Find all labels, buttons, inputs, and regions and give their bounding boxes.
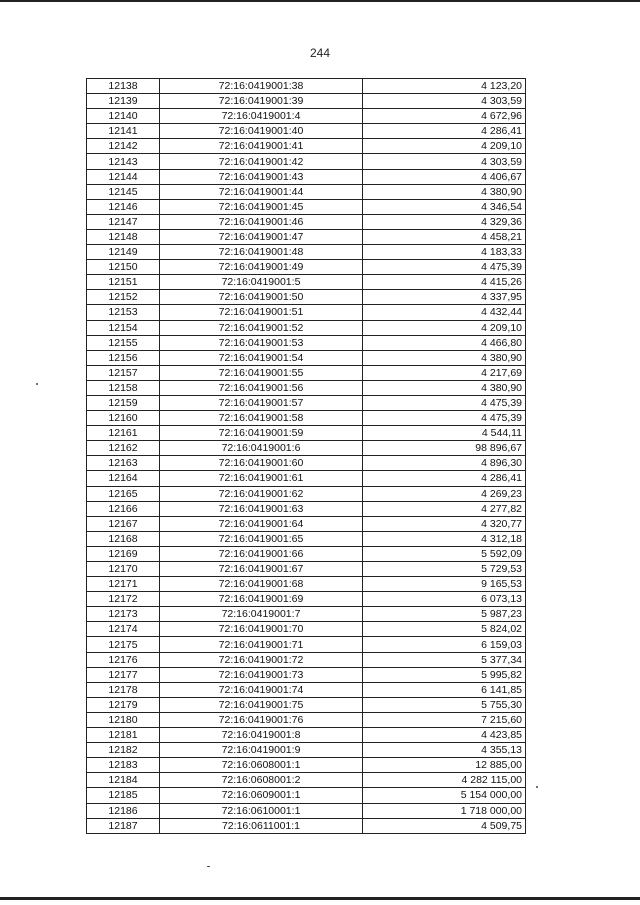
cadastral-value-cell: 4 380,90 (363, 380, 526, 395)
cadastral-number-cell: 72:16:0419001:62 (160, 486, 363, 501)
cadastral-number-cell: 72:16:0609001:1 (160, 788, 363, 803)
table-row (87, 441, 526, 456)
row-number-cell: 12158 (87, 380, 160, 395)
cadastral-value-cell: 1 718 000,00 (363, 803, 526, 818)
table-row (87, 667, 526, 682)
row-number-cell: 12175 (87, 637, 160, 652)
cadastral-number-cell: 72:16:0608001:1 (160, 758, 363, 773)
cadastral-value-cell: 5 755,30 (363, 697, 526, 712)
row-number-cell: 12142 (87, 139, 160, 154)
cadastral-number-cell: 72:16:0419001:64 (160, 516, 363, 531)
top-rule (0, 0, 640, 2)
cadastral-value-cell: 4 303,59 (363, 154, 526, 169)
row-number-cell: 12153 (87, 305, 160, 320)
cadastral-value-cell: 98 896,67 (363, 441, 526, 456)
row-number-cell: 12144 (87, 169, 160, 184)
table-row (87, 592, 526, 607)
row-number-cell: 12160 (87, 411, 160, 426)
row-number-cell: 12186 (87, 803, 160, 818)
row-number-cell: 12149 (87, 245, 160, 260)
table-row (87, 411, 526, 426)
cadastral-value-cell: 4 269,23 (363, 486, 526, 501)
row-number-cell: 12171 (87, 577, 160, 592)
cadastral-number-cell: 72:16:0419001:48 (160, 245, 363, 260)
table-row (87, 516, 526, 531)
cadastral-number-cell: 72:16:0419001:41 (160, 139, 363, 154)
page-number: 244 (309, 46, 331, 60)
cadastral-value-cell: 4 312,18 (363, 531, 526, 546)
cadastral-value-cell: 7 215,60 (363, 712, 526, 727)
cadastral-number-cell: 72:16:0419001:52 (160, 320, 363, 335)
row-number-cell: 12162 (87, 441, 160, 456)
table-row (87, 471, 526, 486)
cadastral-number-cell: 72:16:0419001:9 (160, 743, 363, 758)
table-row (87, 652, 526, 667)
cadastral-value-cell: 4 415,26 (363, 275, 526, 290)
row-number-cell: 12145 (87, 184, 160, 199)
table-row (87, 169, 526, 184)
cadastral-value-cell: 12 885,00 (363, 758, 526, 773)
table-row (87, 245, 526, 260)
table-row (87, 622, 526, 637)
scan-speck (36, 383, 38, 385)
cadastral-value-cell: 5 987,23 (363, 607, 526, 622)
row-number-cell: 12141 (87, 124, 160, 139)
table-row (87, 335, 526, 350)
table-row (87, 365, 526, 380)
cadastral-number-cell: 72:16:0608001:2 (160, 773, 363, 788)
table-row (87, 637, 526, 652)
row-number-cell: 12164 (87, 471, 160, 486)
row-number-cell: 12151 (87, 275, 160, 290)
row-number-cell: 12172 (87, 592, 160, 607)
table-row (87, 562, 526, 577)
cadastral-value-cell: 5 592,09 (363, 546, 526, 561)
row-number-cell: 12156 (87, 350, 160, 365)
cadastral-number-cell: 72:16:0419001:61 (160, 471, 363, 486)
table-row (87, 109, 526, 124)
cadastral-number-cell: 72:16:0419001:4 (160, 109, 363, 124)
table-row (87, 320, 526, 335)
row-number-cell: 12179 (87, 697, 160, 712)
cadastral-value-cell: 4 475,39 (363, 395, 526, 410)
cadastral-number-cell: 72:16:0419001:63 (160, 501, 363, 516)
cadastral-value-cell: 4 123,20 (363, 79, 526, 94)
table-row (87, 743, 526, 758)
row-number-cell: 12159 (87, 395, 160, 410)
cadastral-number-cell: 72:16:0419001:66 (160, 546, 363, 561)
cadastral-number-cell: 72:16:0419001:39 (160, 94, 363, 109)
cadastral-number-cell: 72:16:0419001:72 (160, 652, 363, 667)
cadastral-value-cell: 4 320,77 (363, 516, 526, 531)
row-number-cell: 12168 (87, 531, 160, 546)
cadastral-value-cell: 5 824,02 (363, 622, 526, 637)
table-row (87, 577, 526, 592)
cadastral-value-cell: 6 141,85 (363, 682, 526, 697)
cadastral-value-cell: 4 896,30 (363, 456, 526, 471)
cadastral-number-cell: 72:16:0419001:73 (160, 667, 363, 682)
cadastral-value-cell: 4 329,36 (363, 214, 526, 229)
table-row (87, 758, 526, 773)
table-row (87, 79, 526, 94)
row-number-cell: 12170 (87, 562, 160, 577)
cadastral-number-cell: 72:16:0419001:65 (160, 531, 363, 546)
cadastral-value-cell: 4 346,54 (363, 199, 526, 214)
table-row (87, 697, 526, 712)
cadastral-number-cell: 72:16:0419001:38 (160, 79, 363, 94)
cadastral-number-cell: 72:16:0419001:49 (160, 260, 363, 275)
cadastral-number-cell: 72:16:0419001:6 (160, 441, 363, 456)
cadastral-value-cell: 4 423,85 (363, 728, 526, 743)
cadastral-number-cell: 72:16:0419001:47 (160, 229, 363, 244)
table-row (87, 139, 526, 154)
table-row (87, 275, 526, 290)
table-row (87, 395, 526, 410)
cadastral-number-cell: 72:16:0419001:5 (160, 275, 363, 290)
scan-speck (536, 786, 538, 788)
cadastral-value-cell: 4 303,59 (363, 94, 526, 109)
row-number-cell: 12187 (87, 818, 160, 833)
cadastral-value-cell: 4 355,13 (363, 743, 526, 758)
table-row (87, 682, 526, 697)
row-number-cell: 12138 (87, 79, 160, 94)
scan-speck (207, 866, 210, 867)
cadastral-value-table (86, 78, 526, 834)
cadastral-number-cell: 72:16:0419001:51 (160, 305, 363, 320)
table-row (87, 260, 526, 275)
table-row (87, 199, 526, 214)
table-row (87, 426, 526, 441)
cadastral-number-cell: 72:16:0419001:8 (160, 728, 363, 743)
cadastral-number-cell: 72:16:0419001:68 (160, 577, 363, 592)
cadastral-number-cell: 72:16:0419001:76 (160, 712, 363, 727)
row-number-cell: 12183 (87, 758, 160, 773)
cadastral-value-cell: 4 475,39 (363, 260, 526, 275)
cadastral-number-cell: 72:16:0419001:58 (160, 411, 363, 426)
cadastral-value-cell: 4 209,10 (363, 320, 526, 335)
table-row (87, 214, 526, 229)
cadastral-number-cell: 72:16:0610001:1 (160, 803, 363, 818)
cadastral-number-cell: 72:16:0419001:40 (160, 124, 363, 139)
row-number-cell: 12147 (87, 214, 160, 229)
row-number-cell: 12182 (87, 743, 160, 758)
bottom-rule (0, 897, 640, 900)
cadastral-value-cell: 4 544,11 (363, 426, 526, 441)
row-number-cell: 12146 (87, 199, 160, 214)
cadastral-value-cell: 6 073,13 (363, 592, 526, 607)
table-row (87, 531, 526, 546)
cadastral-value-cell: 4 475,39 (363, 411, 526, 426)
row-number-cell: 12177 (87, 667, 160, 682)
cadastral-value-cell: 6 159,03 (363, 637, 526, 652)
table-row (87, 94, 526, 109)
table-row (87, 456, 526, 471)
row-number-cell: 12155 (87, 335, 160, 350)
cadastral-number-cell: 72:16:0419001:74 (160, 682, 363, 697)
table-row (87, 773, 526, 788)
row-number-cell: 12173 (87, 607, 160, 622)
cadastral-value-cell: 4 466,80 (363, 335, 526, 350)
cadastral-number-cell: 72:16:0419001:55 (160, 365, 363, 380)
row-number-cell: 12163 (87, 456, 160, 471)
cadastral-value-cell: 4 217,69 (363, 365, 526, 380)
table-row (87, 305, 526, 320)
table-row (87, 290, 526, 305)
row-number-cell: 12169 (87, 546, 160, 561)
cadastral-number-cell: 72:16:0419001:71 (160, 637, 363, 652)
cadastral-value-cell: 4 380,90 (363, 350, 526, 365)
cadastral-value-cell: 4 277,82 (363, 501, 526, 516)
row-number-cell: 12154 (87, 320, 160, 335)
cadastral-number-cell: 72:16:0419001:69 (160, 592, 363, 607)
table-row (87, 124, 526, 139)
cadastral-value-cell: 4 286,41 (363, 124, 526, 139)
row-number-cell: 12157 (87, 365, 160, 380)
cadastral-number-cell: 72:16:0419001:75 (160, 697, 363, 712)
cadastral-number-cell: 72:16:0419001:67 (160, 562, 363, 577)
row-number-cell: 12184 (87, 773, 160, 788)
table-body (87, 79, 526, 834)
row-number-cell: 12180 (87, 712, 160, 727)
cadastral-value-cell: 4 337,95 (363, 290, 526, 305)
cadastral-number-cell: 72:16:0419001:7 (160, 607, 363, 622)
cadastral-number-cell: 72:16:0419001:60 (160, 456, 363, 471)
row-number-cell: 12143 (87, 154, 160, 169)
cadastral-number-cell: 72:16:0419001:59 (160, 426, 363, 441)
row-number-cell: 12148 (87, 229, 160, 244)
cadastral-number-cell: 72:16:0419001:50 (160, 290, 363, 305)
row-number-cell: 12152 (87, 290, 160, 305)
cadastral-number-cell: 72:16:0419001:42 (160, 154, 363, 169)
row-number-cell: 12166 (87, 501, 160, 516)
cadastral-value-cell: 9 165,53 (363, 577, 526, 592)
row-number-cell: 12176 (87, 652, 160, 667)
table-row (87, 803, 526, 818)
cadastral-value-cell: 5 729,53 (363, 562, 526, 577)
row-number-cell: 12185 (87, 788, 160, 803)
cadastral-number-cell: 72:16:0419001:70 (160, 622, 363, 637)
row-number-cell: 12150 (87, 260, 160, 275)
table-row (87, 229, 526, 244)
row-number-cell: 12161 (87, 426, 160, 441)
cadastral-value-cell: 5 995,82 (363, 667, 526, 682)
table-row (87, 712, 526, 727)
cadastral-value-cell: 4 183,33 (363, 245, 526, 260)
cadastral-value-cell: 4 458,21 (363, 229, 526, 244)
cadastral-value-cell: 4 406,67 (363, 169, 526, 184)
cadastral-number-cell: 72:16:0419001:54 (160, 350, 363, 365)
table-row (87, 607, 526, 622)
table-row (87, 154, 526, 169)
row-number-cell: 12174 (87, 622, 160, 637)
table-row (87, 380, 526, 395)
cadastral-value-cell: 4 286,41 (363, 471, 526, 486)
row-number-cell: 12178 (87, 682, 160, 697)
cadastral-value-cell: 4 380,90 (363, 184, 526, 199)
row-number-cell: 12167 (87, 516, 160, 531)
table-row (87, 728, 526, 743)
row-number-cell: 12139 (87, 94, 160, 109)
cadastral-value-cell: 5 154 000,00 (363, 788, 526, 803)
cadastral-value-cell: 4 209,10 (363, 139, 526, 154)
cadastral-number-cell: 72:16:0419001:57 (160, 395, 363, 410)
cadastral-value-cell: 4 282 115,00 (363, 773, 526, 788)
table-row (87, 486, 526, 501)
cadastral-value-cell: 4 672,96 (363, 109, 526, 124)
row-number-cell: 12140 (87, 109, 160, 124)
cadastral-number-cell: 72:16:0419001:44 (160, 184, 363, 199)
table-row (87, 184, 526, 199)
table-row (87, 350, 526, 365)
cadastral-value-cell: 5 377,34 (363, 652, 526, 667)
table-row (87, 788, 526, 803)
cadastral-number-cell: 72:16:0611001:1 (160, 818, 363, 833)
row-number-cell: 12181 (87, 728, 160, 743)
table-row (87, 501, 526, 516)
table-row (87, 818, 526, 833)
row-number-cell: 12165 (87, 486, 160, 501)
cadastral-number-cell: 72:16:0419001:46 (160, 214, 363, 229)
cadastral-value-cell: 4 509,75 (363, 818, 526, 833)
table-row (87, 546, 526, 561)
cadastral-value-cell: 4 432,44 (363, 305, 526, 320)
cadastral-number-cell: 72:16:0419001:53 (160, 335, 363, 350)
cadastral-number-cell: 72:16:0419001:43 (160, 169, 363, 184)
cadastral-number-cell: 72:16:0419001:56 (160, 380, 363, 395)
cadastral-number-cell: 72:16:0419001:45 (160, 199, 363, 214)
